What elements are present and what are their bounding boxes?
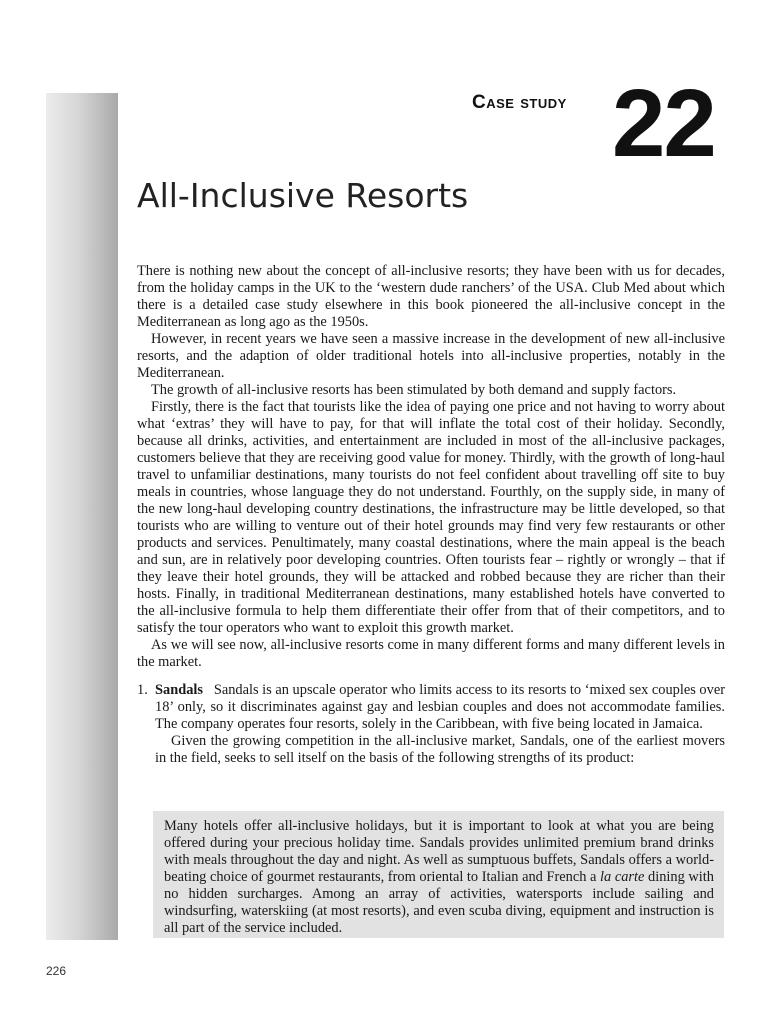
- paragraph: The growth of all-inclusive resorts has been stimulated by both demand and supply factors.: [151, 382, 677, 398]
- paragraph: However, in recent years we have seen a massive increase in the development of new all-inclusive resorts, and the adaption of older traditional hotels into all-inclusive properties, notably in the Mediterranean.: [137, 331, 725, 381]
- decorative-side-bar: [46, 93, 118, 940]
- quote-box: [153, 811, 724, 938]
- paragraph: Firstly, there is the fact that tourists like the idea of paying one price and not having to worry about what ‘extras’ they will have to pay, for that will inflate the total cost of their holiday. Secondly, because all drinks, activities, and entertainment are included in most of the all-inclusive packages, customers believe that they are receiving good value for money. Thirdly, with the growth of long-haul travel to unfamiliar destinations, many tourists do not feel confident about travelling off site to buy meals in countries, whose language they do not understand. Fourthly, on the supply side, in many of the new long-haul developing country destinations, the infrastructure may be little developed, so that tourists who are willing to venture out of their hotel grounds may find very few restaurants or other products and services. Penultimately, many coastal destinations, where the main appeal is the beach and sun, are in relatively poor developing countries. Often tourists fear – rightly or wrongly – that if they leave their hotel grounds, they will be attacked and robbed because they are richer than their hosts. Finally, in traditional Mediterranean destinations, many established hotels have converted to the all-inclusive formula to help them differentiate their offer from that of their competitors, and to satisfy the tour operators who want to exploit this growth market.: [137, 399, 725, 636]
- list-number: 1.: [137, 682, 148, 698]
- quote-text-part: Many hotels offer all-inclusive holidays, but it is important to look at what you are being offered during your precious holiday time. Sandals provides unlimited premium brand drinks with meals throughout the day and night. As well as sumptuous buffets, Sandals offers a world-beating choice of gourmet restaurants, from oriental to Italian and French a: [164, 818, 714, 885]
- paragraph: There is nothing new about the concept of all-inclusive resorts; they have been with us for decades, from the holiday camps in the UK to the ‘western dude ranchers’ of the USA. Club Med about which there is a detailed case study elsewhere in this book pioneered the all-inclusive concept in the Mediterranean as long ago as the 1950s.: [137, 263, 725, 330]
- paragraph: As we will see now, all-inclusive resorts come in many different forms and many different levels in the market.: [137, 637, 725, 670]
- list-item-paragraph: Given the growing competition in the all-inclusive market, Sandals, one of the earliest movers in the field, seeks to sell itself on the basis of the following strengths of its product:: [155, 733, 725, 766]
- body-text: [137, 263, 725, 767]
- list-item-heading: Sandals: [155, 682, 203, 698]
- case-study-number: 22: [612, 70, 715, 177]
- quote-text-italic: la carte: [600, 869, 645, 885]
- list-item-paragraph: [155, 682, 725, 733]
- page-number: 226: [46, 964, 67, 978]
- chapter-title: All-Inclusive Resorts: [137, 176, 469, 215]
- list-item-text: Sandals is an upscale operator who limits access to its resorts to ‘mixed sex couples over 18’ only, so it discriminates against gay and lesbian couples and does not accommodate families. The company operates four resorts, solely in the Caribbean, with five being located in Jamaica.: [155, 682, 726, 732]
- list-item: [137, 682, 725, 767]
- quote-text-part: dining with no hidden surcharges. Among an array of activities, watersports include sailing and windsurfing, waterskiing (at most resorts), and even scuba diving, equipment and instruction is all part of the service included.: [164, 869, 714, 936]
- case-study-label: Case study: [472, 92, 567, 113]
- quote-text: [164, 818, 714, 937]
